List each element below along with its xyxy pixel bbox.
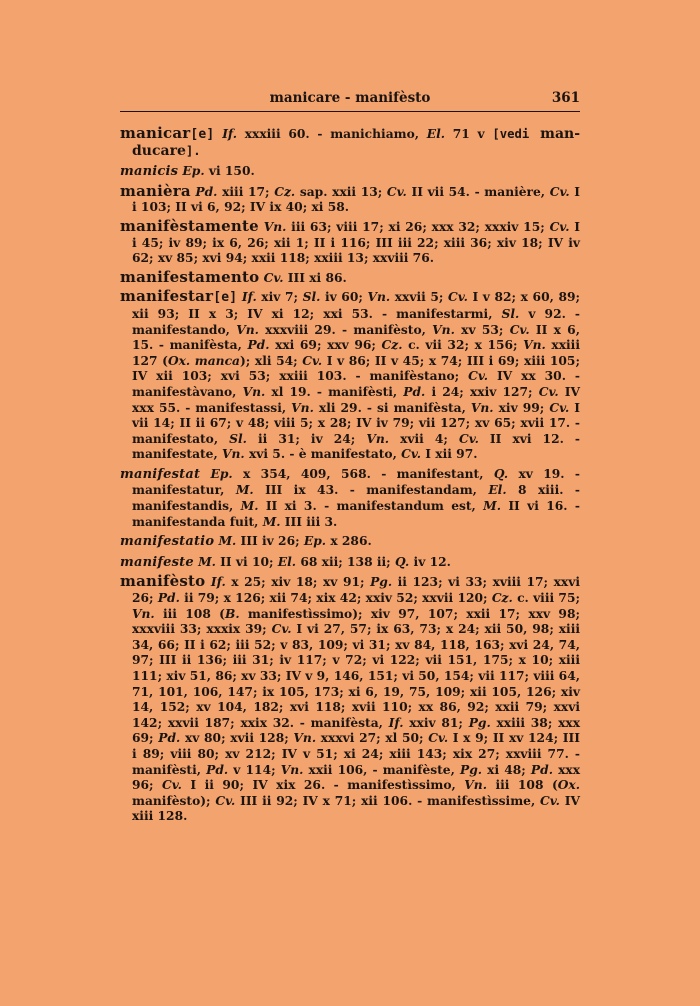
dictionary-entries — [120, 126, 580, 828]
header-rule — [120, 111, 580, 112]
entry-manifesto: manifèsto If. x 25; xiv 18; xv 91; Pg. ii 123; vi 33; xviii 17; xxvi 26; Pd. ii 79; x 126; xii 74; xix 42; xxiv 52; xxvii 120; Cz. c. viii 75; Vn. iii 108 (B. manifestìssimo); xiv 97, 107; xxii 17; xxv 98; xxxviii 33; xxxix 39; Cv. I vi 27, 57; ix 63, 73; x 24; xii 50, 98; xiii 34, 66; II i 62; iii 52; v 83, 109; vi 31; xv 84, 118, 163; xvi 24, 74, 97; III ii 136; iii 31; iv 117; v 72; vi 122; vii 151, 175; x 10; xiii 111; xiv 51, 86; xv 33; IV v 9, 146, 151; vi 50, 154; vii 117; viii 64, 71, 101, 106, 147; ix 105, 173; xi 6, 19, 75, 109; xii 105, 126; xiv 14, 152; xv 104, 182; xvi 118; xvii 110; xx 86, 92; xxii 79; xxvi 142; xxvii 187; xxix 32. - manifèsta, If. xxiv 81; Pg. xxiii 38; xxx 69; Pd. xv 80; xvii 128; Vn. xxxvi 27; xl 50; Cv. I x 9; II xv 124; III i 89; viii 80; xv 212; IV v 51; xi 24; xiii 143; xix 27; xxviii 77. - manifèsti, Pd. v 114; Vn. xxii 106, - manifèste, Pg. xi 48; Pd. xxx 96; Cv. I ii 90; IV xix 26. - manifestìssimo, Vn. iii 108 (Ox. manifèsto); Cv. III ii 92; IV x 71; xii 106. - manifestìssime, Cv. IV xiii 128. — [120, 572, 581, 824]
running-headword: manicare - manifèsto — [269, 90, 431, 106]
running-header — [120, 90, 580, 108]
entry-manifestamente: manifèstamente Vn. iii 63; viii 17; xi 26; xxx 32; xxxiv 15; Cv. I i 45; iv 89; ix 6, 26; xii 1; II i 116; III iii 22; xiii 36; xiv 18; IV iv 62; xv 85; xvi 94; xxii 118; xxiii 13; xxviii 76. — [120, 216, 580, 266]
entry-manifeste: manifeste M. II vi 10; El. 68 xii; 138 ii; Q. iv 12. — [120, 553, 451, 570]
entry-manifestare: manifestar[e] If. xiv 7; Sl. iv 60; Vn. xxvii 5; Cv. I v 82; x 60, 89; xii 93; II x 3; IV xi 12; xxi 53. - manifestarmi, Sl. v 92. - manifestando, Vn. xxxviii 29. - manifèsto, Vn. xv 53; Cv. II x 6, 15. - manifèsta, Pd. xxi 69; xxv 96; Cz. c. vii 32; x 156; Vn. xxiii 127 (Ox. manca); xli 54; Cv. I v 86; II v 45; x 74; III i 69; xiii 105; IV xii 103; xvi 53; xxiii 103. - manifèstano; Cv. IV xx 30. - manifestàvano, Vn. xl 19. - manifèsti, Pd. i 24; xxiv 127; Cv. IV xxx 55. - manifestassi, Vn. xli 29. - si manifèsta, Vn. xiv 99; Cv. I vii 14; II ii 67; v 48; viii 5; x 28; IV iv 79; vii 127; xv 65; xvii 17. - manifestato, Sl. ii 31; iv 24; Vn. xvii 4; Cv. II xvi 12. - manifestate, Vn. xvi 5. - è manifestato, Cv. I xii 97. — [120, 287, 581, 462]
entry-manicis: manicis Ep. vi 150. — [120, 163, 255, 180]
entry-manifestatio: manifestatio M. III iv 26; Ep. x 286. — [120, 533, 372, 550]
entry-maniera: manièra Pd. xiii 17; Cz. sap. xxii 13; Cv. II vii 54. - manière, Cv. I i 103; II vi 6, 92; IV ix 40; xi 58. — [120, 181, 580, 215]
page-number: 361 — [551, 90, 580, 106]
entry-manifestamento: manifestamento Cv. III xi 86. — [120, 267, 347, 286]
entry-manicare: manicar[e] If. xxxiii 60. - manichiamo, El. 71 v [vedi man-ducare]. — [120, 124, 580, 159]
entry-manifestat: manifestat Ep. x 354, 409, 568. - manifestant, Q. xv 19. - manifestatur, M. III ix 43. - manifestandam, El. 8 xiii. - manifestandis, M. II xi 3. - manifestandum est, M. II vi 16. - manifestanda fuit, M. III iii 3. — [120, 465, 580, 529]
